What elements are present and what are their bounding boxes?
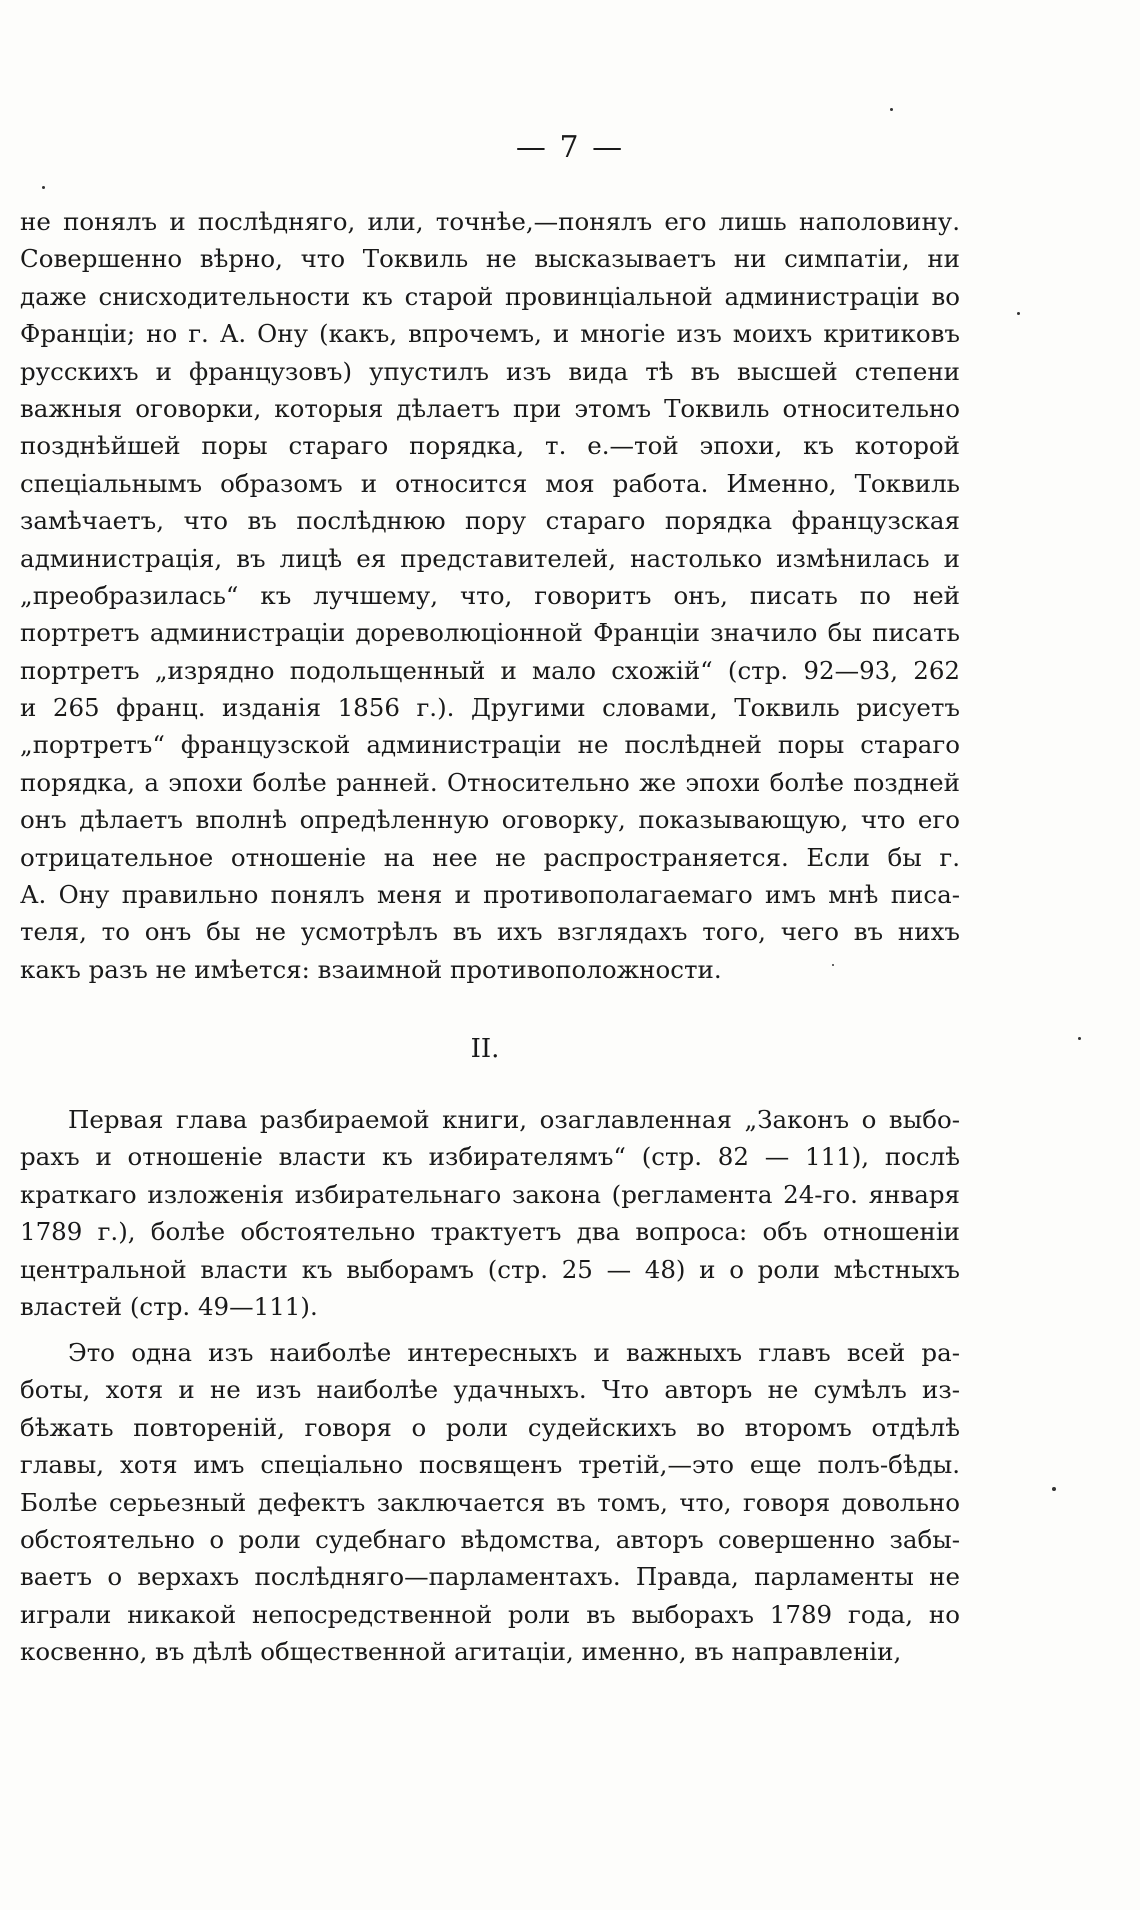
text-line: Франціи; но г. А. Ону (какъ, впрочемъ, и многіе изъ моихъ критиковъ (20, 319, 960, 349)
text-line: портретъ „изрядно подольщенный и мало схожій“ (стр. 92—93, 262 (20, 655, 960, 685)
text-line: администрація, въ лицѣ ея представителей, настолько измѣнилась и (20, 543, 960, 573)
text-line: Первая глава разбираемой книги, озаглавленная „Законъ о выбо- (68, 1105, 960, 1134)
text-line: центральной власти къ выборамъ (стр. 25 — 48) и о роли мѣстныхъ (20, 1254, 960, 1284)
section-heading: II. (470, 1034, 500, 1064)
text-line: даже снисходительности къ старой провинціальной администраціи во (20, 281, 960, 311)
paragraph-1 (20, 203, 960, 988)
text-line: порядка, а эпохи болѣе ранней. Относительно же эпохи болѣе поздней (20, 767, 960, 797)
text-line: 1789 г.), болѣе обстоятельно трактуетъ два вопроса: объ отношеніи (20, 1217, 960, 1247)
text-line: рахъ и отношеніе власти къ избирателямъ“ (стр. 82 — 111), послѣ (20, 1142, 960, 1172)
text-line: позднѣйшей поры стараго порядка, т. е.—той эпохи, къ которой (20, 431, 960, 461)
text-line: русскихъ и французовъ) упустилъ изъ вида тѣ въ высшей степени (20, 356, 960, 386)
text-line: теля, то онъ бы не усмотрѣлъ въ ихъ взглядахъ того, чего въ нихъ (20, 917, 960, 947)
text-line: Совершенно вѣрно, что Токвиль не высказываетъ ни симпатіи, ни (20, 244, 960, 274)
page-number: — 7 — (515, 130, 625, 165)
text-line: „преобразилась“ къ лучшему, что, говоритъ онъ, писать по ней (20, 580, 960, 610)
text-line: Это одна изъ наиболѣе интересныхъ и важныхъ главъ всей ра- (68, 1338, 960, 1367)
text-line: онъ дѣлаетъ вполнѣ опредѣленную оговорку, показывающую, что его (20, 805, 960, 835)
text-line: косвенно, въ дѣлѣ общественной агитаціи, именно, въ направленіи, (20, 1637, 902, 1667)
text-line: портретъ администраціи дореволюціонной Франціи значило бы писать (20, 618, 960, 648)
text-line: А. Ону правильно понялъ меня и противополагаемаго имъ мнѣ писа- (20, 880, 960, 910)
text-line: „портретъ“ французской администраціи не послѣдней поры стараго (20, 730, 960, 760)
text-line: обстоятельно о роли судебнаго вѣдомства, авторъ совершенно забы- (20, 1524, 960, 1554)
text-line: ваетъ о верхахъ послѣдняго—парламентахъ. Правда, парламенты не (20, 1562, 960, 1592)
text-line: отрицательное отношеніе на нее не распространяется. Если бы г. (20, 842, 960, 872)
text-line: играли никакой непосредственной роли въ выборахъ 1789 года, но (20, 1599, 960, 1629)
text-line: спеціальнымъ образомъ и относится моя работа. Именно, Токвиль (20, 468, 960, 498)
scan-speck (1052, 1487, 1056, 1491)
scan-speck (1017, 312, 1020, 315)
text-line: Болѣе серьезный дефектъ заключается въ томъ, что, говоря довольно (20, 1487, 960, 1517)
text-line: краткаго изложенія избирательнаго закона (регламента 24-го. января (20, 1179, 960, 1209)
text-line: какъ разъ не имѣется: взаимной противоположности. (20, 954, 722, 984)
paragraph-3 (20, 1334, 960, 1671)
text-line: главы, хотя имъ спеціально посвященъ третій,—это еще полъ-бѣды. (20, 1450, 960, 1480)
text-line: важныя оговорки, которыя дѣлаетъ при этомъ Токвиль относительно (20, 393, 960, 423)
text-line: боты, хотя и не изъ наиболѣе удачныхъ. Что авторъ не сумѣлъ из- (20, 1375, 960, 1405)
text-line: замѣчаетъ, что въ послѣднюю пору стараго порядка французская (20, 506, 960, 536)
scan-speck (1078, 1037, 1081, 1040)
scan-speck (890, 108, 893, 111)
paragraph-2 (20, 1101, 960, 1325)
scan-speck (42, 186, 45, 189)
text-line: и 265 франц. изданія 1856 г.). Другими словами, Токвиль рисуетъ (20, 693, 960, 723)
text-line: властей (стр. 49—111). (20, 1291, 318, 1321)
text-line: не понялъ и послѣдняго, или, точнѣе,—понялъ его лишь наполовину. (20, 207, 960, 236)
scan-speck (832, 964, 834, 966)
text-line: бѣжать повтореній, говоря о роли судейскихъ во второмъ отдѣлѣ (20, 1412, 960, 1442)
